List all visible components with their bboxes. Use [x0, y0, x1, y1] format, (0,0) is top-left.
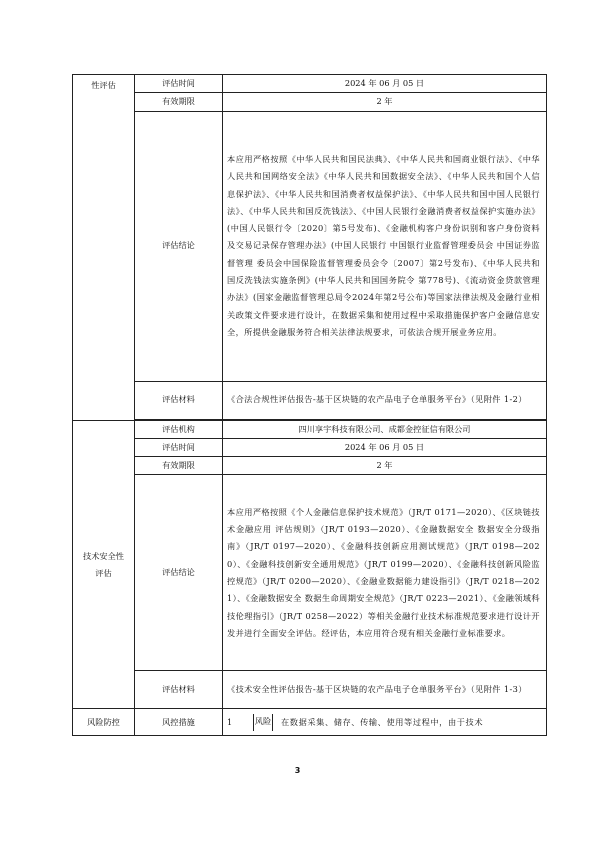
row-label-eval-time: 评估时间	[135, 75, 223, 93]
page-number: 3	[294, 766, 301, 775]
row-value-eval-time: 2024 年 06 月 05 日	[223, 75, 547, 93]
assessment-table	[72, 74, 547, 736]
row-label-materials: 评估材料	[135, 381, 223, 419]
row-value-eval-org: 四川享宇科技有限公司、成都金控征信有限公司	[223, 420, 547, 438]
materials-text: 《合法合规性评估报告-基于区块链的农产品电子仓单服务平台》（见附件 1-2）	[227, 394, 527, 405]
row-label-eval-time-2: 评估时间	[135, 438, 223, 456]
risk-item-row	[223, 709, 547, 736]
row-value-eval-time-2: 2024 年 06 月 05 日	[223, 438, 547, 456]
row-value-validity-2: 2 年	[223, 457, 547, 475]
conclusion-paragraph: 本应用严格按照《中华人民共和国民法典》、《中华人民共和国商业银行法》、《中华人民共和国网络安全法》《中华人民共和国数据安全法》、《中华人民共和国个人信息保护法》、《中华人民共和国消费者权益保护法》、《中华人民共和国中国人民银行法》、《中华人民共和国反洗钱法》、《中国人民银行金融消费者权益保护实施办法》(中国人民银行令〔2020〕第5号发布)、《金融机构客户身份识别和客户身份资料及交易记录保存管理办法》(中国人民银行 中国银行业监督管理委员会 中国证券监督管理 委员会中国保险监督管理委员会令〔2007〕第2号发布)、《中华人民共和国反洗钱法实施条例》(中华人民共和国国务院令 第778号)、《流动资金贷款管理办法》(国家金融监督管理总局令2024年第2号公布)等国家法律法规及金融行业相关政策文件要求进行设计，在数据采集和使用过程中采取措施保护客户金融信息安全，所提供金融服务符合相关法律法规要求，可依法合规开展业务应用。	[227, 153, 540, 337]
category-risk-control: 风险防控	[73, 709, 135, 736]
materials-text-2: 《技术安全性评估报告-基于区块链的农产品电子仓单服务平台》（见附件 1-3）	[227, 684, 527, 695]
row-label-conclusion: 评估结论	[135, 111, 223, 381]
risk-item-text: 在数据采集、储存、传输、使用等过程中，由于技术	[281, 716, 484, 727]
conclusion-paragraph-2: 本应用严格按照《个人金融信息保护技术规范》（JR/T 0171—2020）、《区块链技术金融应用 评估规则》（JR/T 0193—2020）、《金融数据安全 数据安全分级指南》（JR/T 0197—2020）、《金融科技创新应用测试规范》（JR/T 0198—2020）、《金融科技创新安全通用规范》（JR/T 0199—2020）、《金融科技创新风险监控规范》（JR/T 0200—2020）、《金融业数据能力建设指引》（JR/T 0218—2021）、《金融数据安全 数据生命周期安全规范》（JR/T 0223—2021）、《金融领域科技伦理指引》（JR/T 0258—2022）等相关金融行业技术标准规范要求进行设计开发并进行全面安全评估。经评估，本应用符合现有相关金融行业标准要求。	[227, 506, 540, 638]
category-tech-security: 技术安全性评估	[73, 420, 135, 709]
row-value-validity: 2 年	[223, 93, 547, 111]
row-value-conclusion-2	[223, 475, 547, 671]
category-compliance: 性评估	[73, 75, 135, 421]
row-label-materials-2: 评估材料	[135, 671, 223, 709]
row-value-materials-2	[223, 671, 547, 709]
row-label-validity: 有效期限	[135, 93, 223, 111]
row-value-conclusion	[223, 111, 547, 381]
row-value-materials	[223, 381, 547, 419]
risk-item-kind: 风险	[254, 714, 273, 731]
row-label-validity-2: 有效期限	[135, 457, 223, 475]
row-label-eval-org: 评估机构	[135, 420, 223, 438]
risk-item-number: 1	[223, 714, 254, 731]
row-label-risk-measures: 风控措施	[135, 709, 223, 736]
row-label-conclusion-2: 评估结论	[135, 475, 223, 671]
